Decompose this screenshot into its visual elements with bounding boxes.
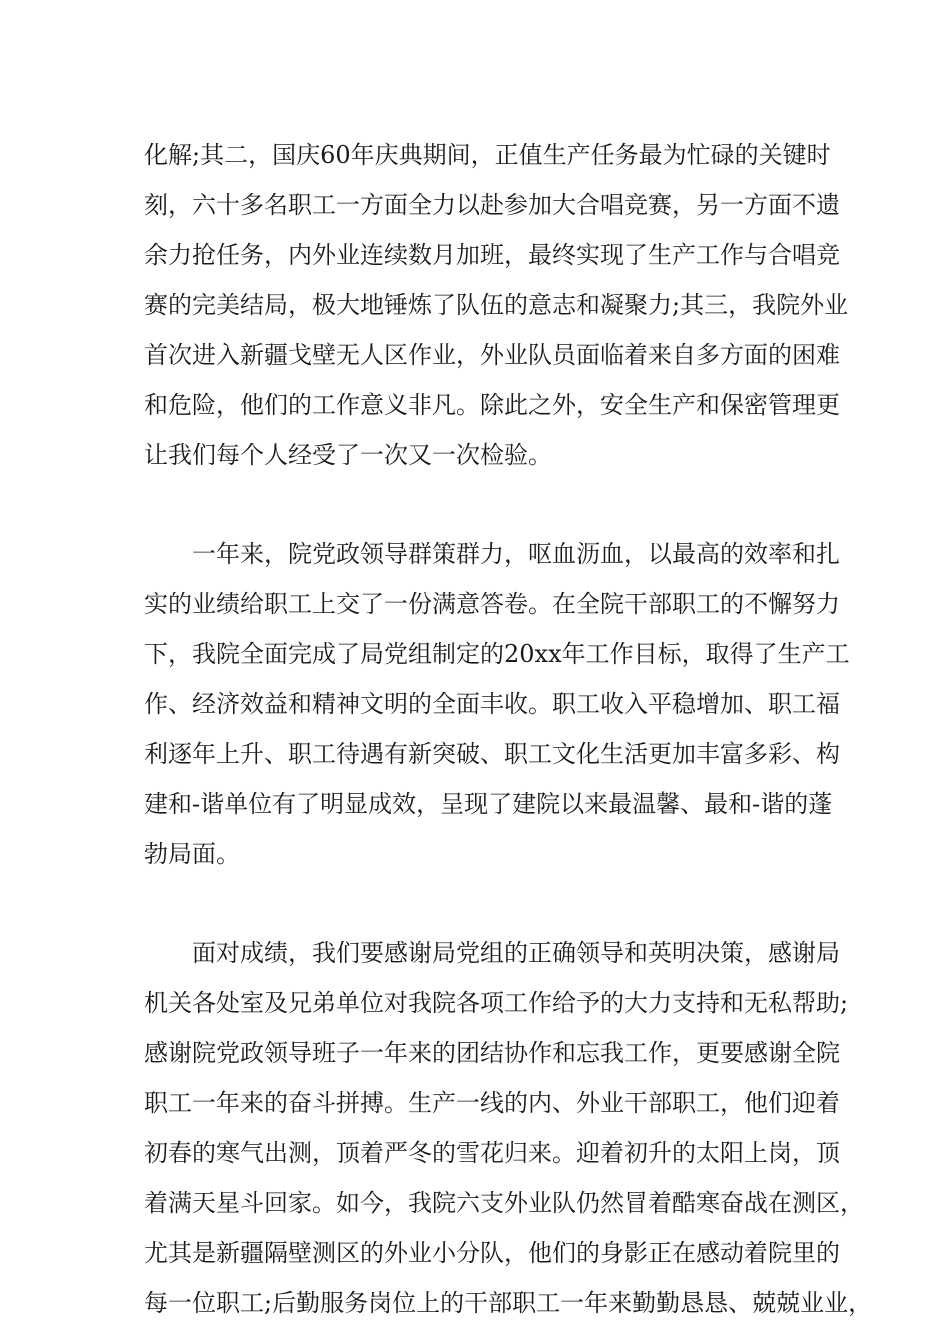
text-line: 利逐年上升、职工待遇有新突破、职工文化生活更加丰富多彩、构: [144, 740, 840, 768]
text-line: 下，我院全面完成了局党组制定的20xx年工作目标，取得了生产工: [144, 640, 850, 668]
paragraph-1: [144, 130, 849, 480]
text-line: 着满天星斗回家。如今，我院六支外业队仍然冒着酷寒奋战在测区，: [144, 1189, 864, 1217]
text-line: 尤其是新疆隔壁测区的外业小分队，他们的身影正在感动着院里的: [144, 1239, 840, 1267]
paragraph-spacing: [144, 480, 844, 529]
text-line: 感谢院党政领导班子一年来的团结协作和忘我工作，更要感谢全院: [144, 1039, 840, 1067]
text-line: 让我们每个人经受了一次又一次检验。: [144, 441, 552, 469]
text-line: 刻，六十多名职工一方面全力以赴参加大合唱竞赛，另一方面不遗: [144, 191, 840, 219]
paragraph-2: [144, 529, 850, 879]
text-line: 首次进入新疆戈壁无人区作业，外业队员面临着来自多方面的困难: [144, 341, 840, 369]
paragraph-spacing: [144, 879, 844, 928]
body-text: [144, 130, 873, 1328]
text-line: 每一位职工;后勤服务岗位上的干部职工一年来勤勤恳恳、兢兢业业，: [144, 1289, 873, 1317]
text-line: 赛的完美结局，极大地锤炼了队伍的意志和凝聚力;其三，我院外业: [144, 291, 849, 319]
text-line: 面对成绩，我们要感谢局党组的正确领导和英明决策，感谢局: [192, 939, 840, 967]
text-line: 职工一年来的奋斗拼搏。生产一线的内、外业干部职工，他们迎着: [144, 1089, 840, 1117]
text-line: 化解;其二，国庆60年庆典期间，正值生产任务最为忙碌的关键时: [144, 141, 831, 169]
text-line: 勃局面。: [144, 840, 240, 868]
text-line: 建和-谐单位有了明显成效，呈现了建院以来最温馨、最和-谐的蓬: [144, 790, 833, 818]
text-line: 机关各处室及兄弟单位对我院各项工作给予的大力支持和无私帮助;: [144, 989, 849, 1017]
text-line: 初春的寒气出测，顶着严冬的雪花归来。迎着初升的太阳上岗，顶: [144, 1139, 840, 1167]
text-line: 一年来，院党政领导群策群力，呕血沥血，以最高的效率和扎: [192, 540, 840, 568]
text-line: 和危险，他们的工作意义非凡。除此之外，安全生产和保密管理更: [144, 391, 840, 419]
paragraph-3: [144, 928, 873, 1328]
text-line: 作、经济效益和精神文明的全面丰收。职工收入平稳增加、职工福: [144, 690, 840, 718]
text-line: 实的业绩给职工上交了一份满意答卷。在全院干部职工的不懈努力: [144, 590, 840, 618]
text-line: 余力抢任务，内外业连续数月加班，最终实现了生产工作与合唱竞: [144, 241, 840, 269]
